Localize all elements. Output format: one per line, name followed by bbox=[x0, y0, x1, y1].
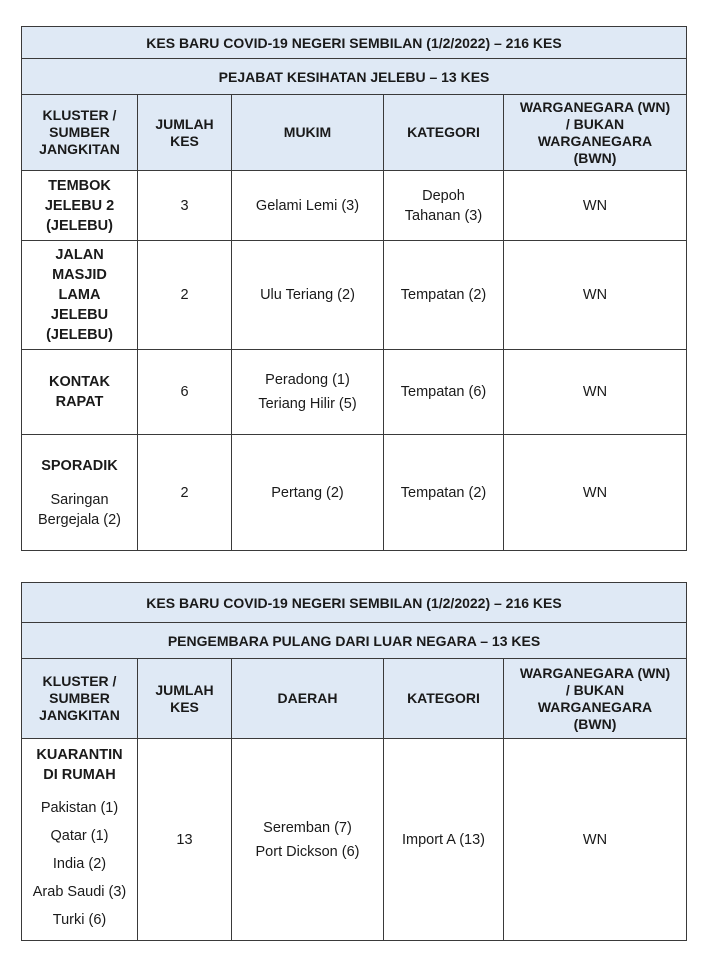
cluster-cell: KUARANTIN DI RUMAH Pakistan (1) Qatar (1) India (2) Arab Saudi (3) Turki (6) bbox=[22, 739, 138, 941]
place-cell: Ulu Teriang (2) bbox=[232, 241, 384, 350]
header-count: JUMLAH KES bbox=[138, 659, 232, 739]
place-cell: Gelami Lemi (3) bbox=[232, 171, 384, 241]
cluster-cell: SPORADIK Saringan Bergejala (2) bbox=[22, 435, 138, 551]
header-category: KATEGORI bbox=[384, 659, 504, 739]
jelebu-cases-table bbox=[21, 26, 687, 551]
place-cell: Peradong (1) Teriang Hilir (5) bbox=[232, 350, 384, 435]
table1-header-row bbox=[22, 95, 687, 171]
citizen-cell: WN bbox=[504, 350, 687, 435]
place-cell: Pertang (2) bbox=[232, 435, 384, 551]
country-item: Qatar (1) bbox=[50, 828, 109, 844]
table-row bbox=[22, 739, 687, 941]
table1-title: KES BARU COVID-19 NEGERI SEMBILAN (1/2/2022) – 216 KES bbox=[22, 27, 687, 59]
table-row bbox=[22, 350, 687, 435]
table2-title: KES BARU COVID-19 NEGERI SEMBILAN (1/2/2022) – 216 KES bbox=[22, 583, 687, 623]
table-row bbox=[22, 171, 687, 241]
table-row bbox=[22, 435, 687, 551]
country-item: Pakistan (1) bbox=[40, 800, 119, 816]
place-cell: Seremban (7) Port Dickson (6) bbox=[232, 739, 384, 941]
category-cell: Depoh Tahanan (3) bbox=[384, 171, 504, 241]
count-cell: 13 bbox=[138, 739, 232, 941]
cluster-cell: TEMBOK JELEBU 2 (JELEBU) bbox=[22, 171, 138, 241]
returning-travellers-table bbox=[21, 582, 687, 941]
table2-header-row bbox=[22, 659, 687, 739]
header-place: DAERAH bbox=[232, 659, 384, 739]
count-cell: 2 bbox=[138, 435, 232, 551]
citizen-cell: WN bbox=[504, 171, 687, 241]
header-category: KATEGORI bbox=[384, 95, 504, 171]
table-row bbox=[22, 241, 687, 350]
category-cell: Tempatan (6) bbox=[384, 350, 504, 435]
header-citizen: WARGANEGARA (WN) / BUKAN WARGANEGARA (BWN) bbox=[504, 659, 687, 739]
cluster-cell: KONTAK RAPAT bbox=[22, 350, 138, 435]
table1-subtitle: PEJABAT KESIHATAN JELEBU – 13 KES bbox=[22, 59, 687, 95]
category-cell: Import A (13) bbox=[384, 739, 504, 941]
citizen-cell: WN bbox=[504, 739, 687, 941]
count-cell: 6 bbox=[138, 350, 232, 435]
header-cluster: KLUSTER / SUMBER JANGKITAN bbox=[22, 659, 138, 739]
header-citizen: WARGANEGARA (WN) / BUKAN WARGANEGARA (BWN) bbox=[504, 95, 687, 171]
header-cluster: KLUSTER / SUMBER JANGKITAN bbox=[22, 95, 138, 171]
category-cell: Tempatan (2) bbox=[384, 435, 504, 551]
count-cell: 3 bbox=[138, 171, 232, 241]
citizen-cell: WN bbox=[504, 435, 687, 551]
country-item: Turki (6) bbox=[52, 912, 107, 928]
count-cell: 2 bbox=[138, 241, 232, 350]
header-count: JUMLAH KES bbox=[138, 95, 232, 171]
country-item: India (2) bbox=[52, 856, 107, 872]
category-cell: Tempatan (2) bbox=[384, 241, 504, 350]
table2-subtitle: PENGEMBARA PULANG DARI LUAR NEGARA – 13 KES bbox=[22, 623, 687, 659]
cluster-cell: JALAN MASJID LAMA JELEBU (JELEBU) bbox=[22, 241, 138, 350]
country-item: Arab Saudi (3) bbox=[32, 884, 127, 900]
header-place: MUKIM bbox=[232, 95, 384, 171]
citizen-cell: WN bbox=[504, 241, 687, 350]
